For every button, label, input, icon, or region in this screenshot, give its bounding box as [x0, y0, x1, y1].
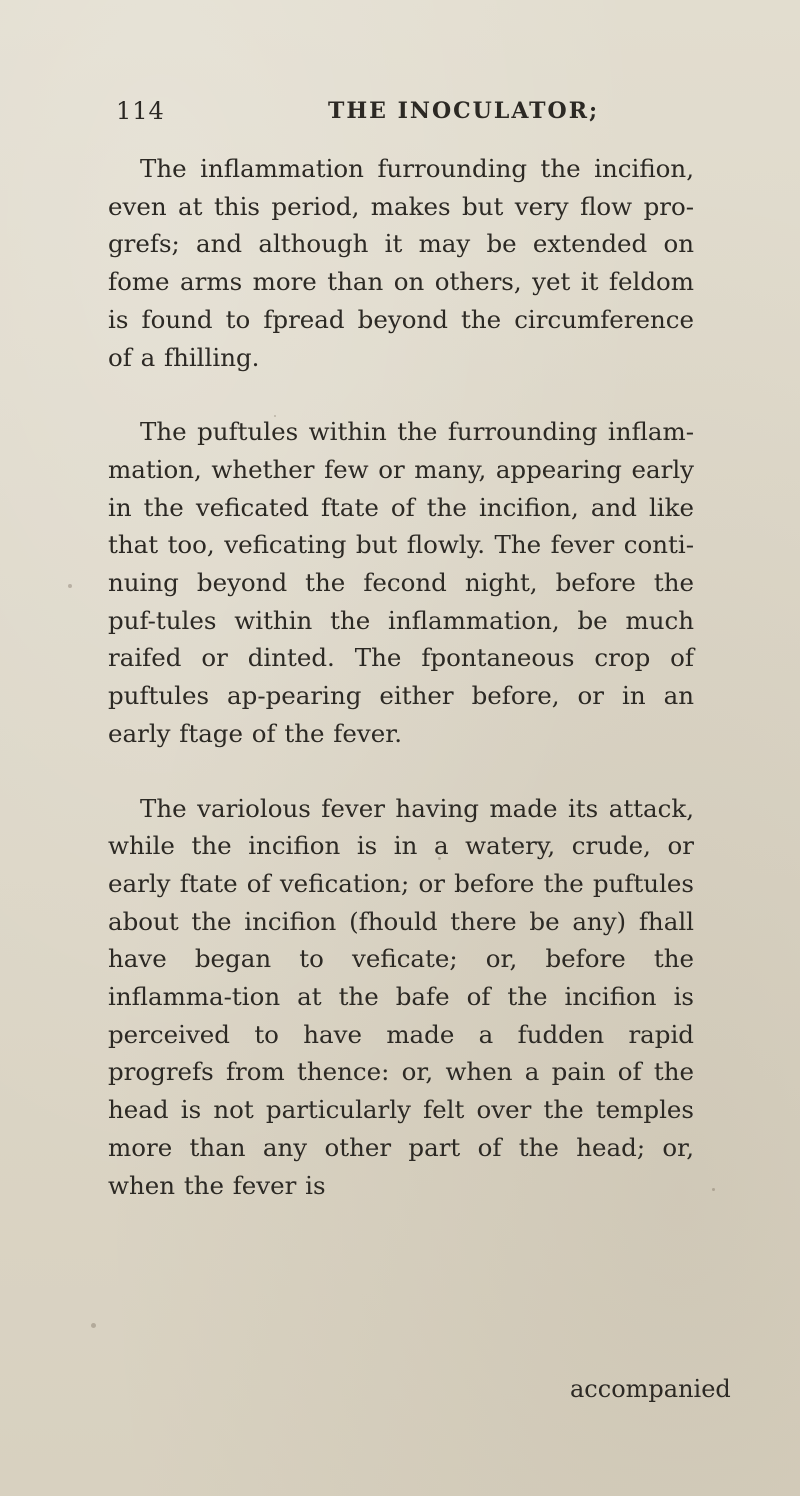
- catchword: accompanied: [570, 1375, 731, 1403]
- paper-speck: [91, 1323, 96, 1328]
- paragraph-variolous-fever: The variolous fever having made its attack, while the incifion is in a watery, crude, or early ftate of vefication; or before the puftules about the incifion (fhould there be any) fhall have began to veficate; or, before the inflamma-tion at the bafe of the incifion is perceived to have made a fudden rapid progrefs from thence: or, when a pain of the head is not particularly felt over the temples more than any other part of the head; or, when the fever is: [108, 793, 694, 1200]
- paper-speck: [68, 584, 72, 588]
- running-head: THE INOCULATOR;: [328, 98, 600, 124]
- paper-speck: [712, 1188, 715, 1191]
- paragraph-pustules: The puftules within the furrounding inflam-mation, whether few or many, appearing early in the veficated ftate of the incifion, and like that too, veficating but flowly. The fever conti-nuing beyond the fecond night, before the puf-tules within the inflammation, be much raifed or dinted. The fpontaneous crop of puftules ap-pearing either before, or in an early ftage of the fever.: [108, 417, 694, 748]
- page-number: 114: [116, 97, 165, 125]
- body-text: [108, 150, 694, 1204]
- paragraph-inflammation: The inflammation furrounding the incifion, even at this period, makes but very flow pro-grefs; and although it may be extended on fome arms more than on others, yet it feldom is found to fpread beyond the circumference of a fhilling.: [108, 154, 694, 372]
- paper-speck: [274, 415, 276, 417]
- paper-speck: [438, 857, 441, 860]
- page-header: [116, 97, 686, 137]
